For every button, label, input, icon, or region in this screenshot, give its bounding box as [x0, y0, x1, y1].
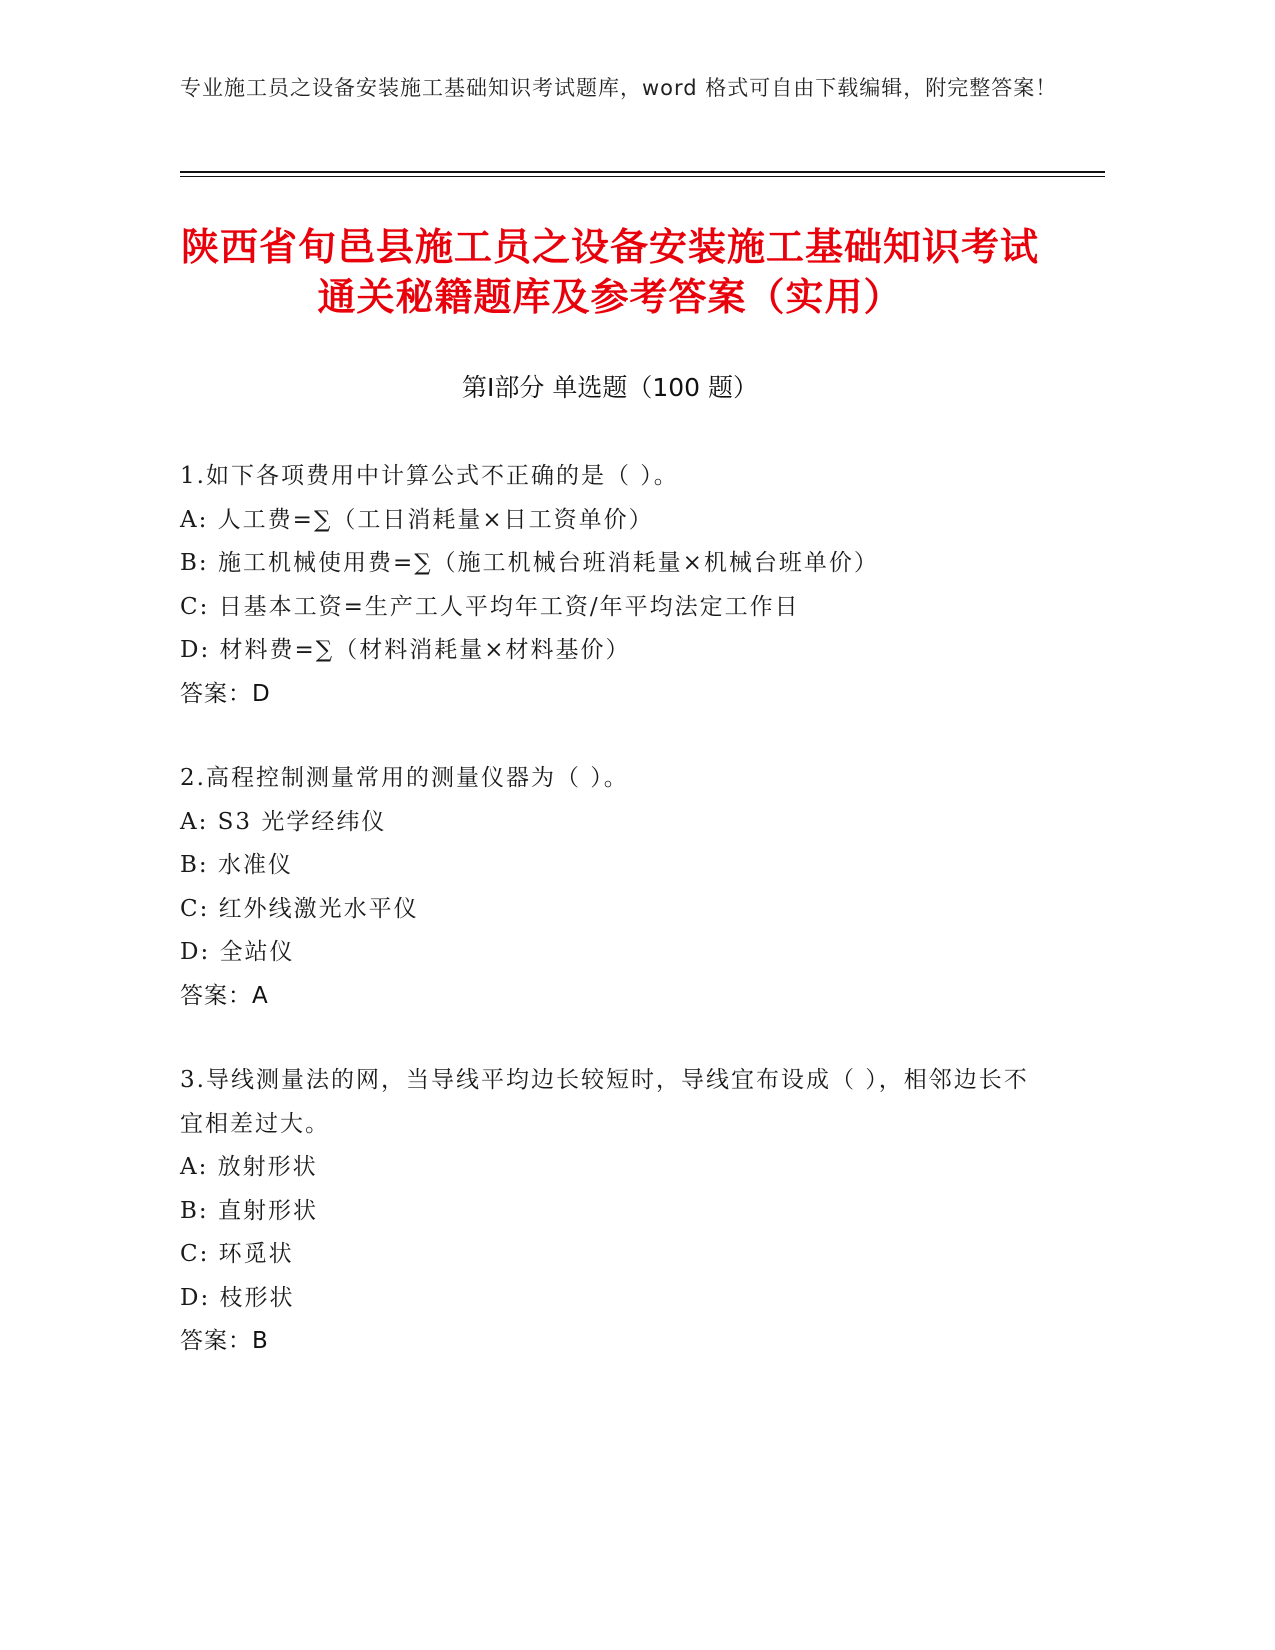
answer: 答案：D [180, 680, 271, 707]
option-a: A: S3 光学经纬仪 [180, 808, 387, 835]
option-c: C: 日基本工资=生产工人平均年工资/年平均法定工作日 [180, 593, 800, 620]
header-rule-thick [180, 171, 1105, 173]
option-d: D: 材料费=∑（材料消耗量×材料基价） [180, 637, 631, 663]
question-stem: 2.高程控制测量常用的测量仪器为（ ）。 [180, 765, 629, 791]
question-list [180, 455, 1040, 1405]
option-d: D: 全站仪 [180, 939, 295, 965]
header-rule-thin [180, 176, 1105, 177]
answer: 答案：B [180, 1328, 269, 1354]
option-b: B: 直射形状 [180, 1197, 318, 1224]
question-stem: 3.导线测量法的网，当导线平均边长较短时，导线宜布设成（ ），相邻边长不宜相差过大。 [180, 1067, 1029, 1137]
document-title: 陕西省旬邑县施工员之设备安装施工基础知识考试通关秘籍题库及参考答案（实用） [180, 225, 1039, 319]
option-d: D: 枝形状 [180, 1284, 295, 1311]
option-c: C: 环觅状 [180, 1241, 294, 1267]
header-note: 专业施工员之设备安装施工基础知识考试题库，word 格式可自由下载编辑，附完整答案！ [180, 76, 1058, 100]
question-2 [180, 757, 1040, 1018]
question-3 [180, 1059, 1040, 1364]
option-b: B: 水准仪 [180, 852, 293, 878]
option-a: A: 人工费=∑（工日消耗量×日工资单价） [180, 506, 654, 533]
section-title: 第Ⅰ部分 单选题（100 题） [462, 373, 758, 402]
option-c: C: 红外线激光水平仪 [180, 895, 419, 922]
option-a: A: 放射形状 [180, 1154, 318, 1180]
answer: 答案：A [180, 982, 269, 1009]
option-b: B: 施工机械使用费=∑（施工机械台班消耗量×机械台班单价） [180, 550, 879, 576]
question-1 [180, 455, 1040, 716]
question-stem: 1.如下各项费用中计算公式不正确的是（ ）。 [180, 463, 679, 489]
